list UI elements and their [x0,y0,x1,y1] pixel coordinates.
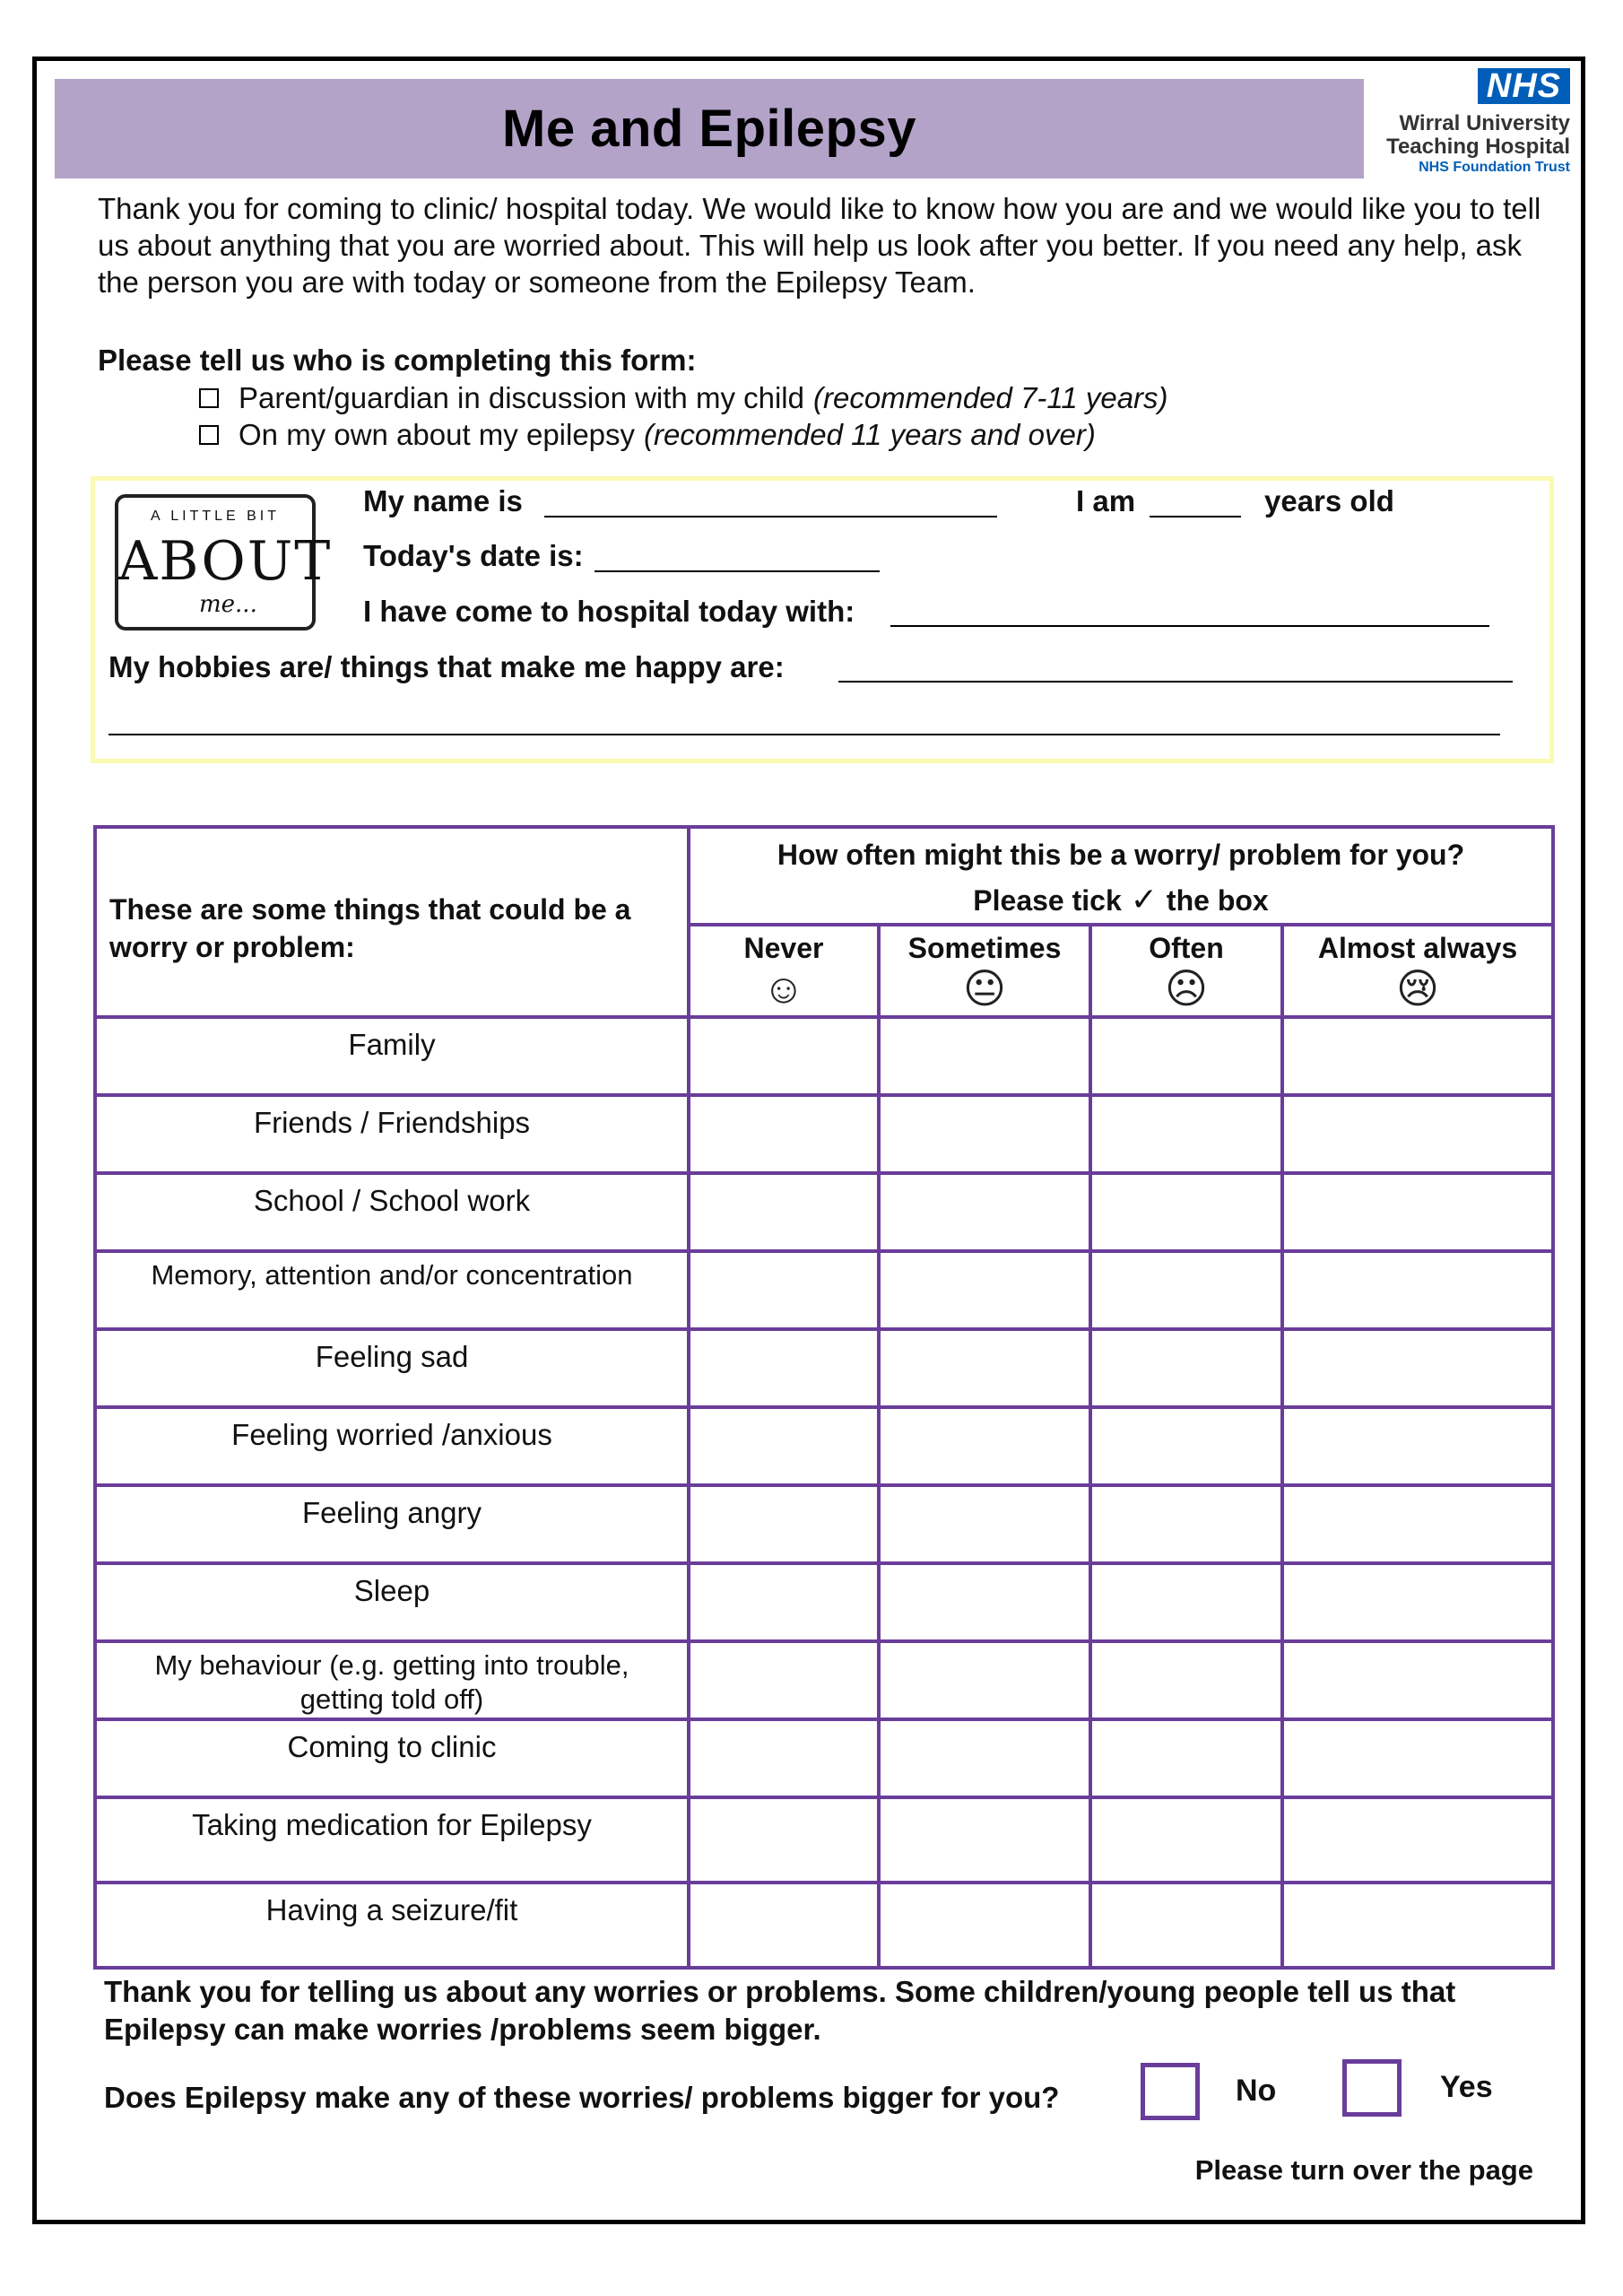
intro-text: Thank you for coming to clinic/ hospital today. We would like to know how you are and we would like you to tell us about anything that you are worried about. This will help us look after you better. If you need any help, ask the person you are with today or someone from the Epilepsy Team. [98,192,1541,299]
who-option-note: (recommended 11 years and over) [644,418,1096,451]
tick-cell-sometimes[interactable] [879,1797,1090,1883]
table-row [95,1251,1553,1329]
tick-cell-often[interactable] [1090,1797,1282,1883]
tick-cell-never[interactable] [689,1173,879,1251]
table-row [95,1883,1553,1968]
logo-line-3: NHS Foundation Trust [1419,160,1570,175]
column-often [1090,925,1282,1017]
table-row [95,1485,1553,1563]
crying-face-icon: 😢 [1396,965,1439,1012]
name-field[interactable] [544,516,997,517]
tick-cell-often[interactable] [1090,1719,1282,1797]
tick-cell-almost-always[interactable] [1282,1719,1553,1797]
row-label: Feeling sad [95,1329,689,1407]
tick-cell-almost-always[interactable] [1282,1485,1553,1563]
tick-cell-often[interactable] [1090,1883,1282,1968]
came-with-label: I have come to hospital today with: [363,595,855,628]
badge-bottom-text: me... [199,591,257,618]
tick-cell-often[interactable] [1090,1173,1282,1251]
table-row [95,1719,1553,1797]
tick-cell-sometimes[interactable] [879,1883,1090,1968]
nhs-mark: NHS [1478,68,1570,104]
items-header: These are some things that could be a worry or problem: [95,827,689,1017]
column-label: Almost always [1317,932,1518,964]
tick-instruction [690,877,1551,923]
bigger-question: Does Epilepsy make any of these worries/ problems bigger for you? [104,2081,1060,2114]
who-option-note: (recommended 7-11 years) [812,381,1168,414]
tick-cell-sometimes[interactable] [879,1017,1090,1095]
tick-cell-often[interactable] [1090,1485,1282,1563]
age-suffix: years old [1264,484,1394,517]
tick-cell-never[interactable] [689,1797,879,1883]
tick-cell-sometimes[interactable] [879,1329,1090,1407]
tick-cell-sometimes[interactable] [879,1641,1090,1719]
tick-cell-never[interactable] [689,1485,879,1563]
who-heading: Please tell us who is completing this form: [98,344,697,377]
badge-main-text: ABOUT [118,530,333,593]
tick-cell-never[interactable] [689,1095,879,1173]
tick-cell-never[interactable] [689,1329,879,1407]
column-sometimes [879,925,1090,1017]
tick-cell-almost-always[interactable] [1282,1641,1553,1719]
who-option-label: On my own about my epilepsy [239,418,636,451]
tick-cell-never[interactable] [689,1563,879,1641]
tick-cell-often[interactable] [1090,1329,1282,1407]
who-option-parent[interactable] [199,381,1168,415]
tick-cell-sometimes[interactable] [879,1563,1090,1641]
tick-cell-never[interactable] [689,1017,879,1095]
table-row [95,1017,1553,1095]
came-with-field[interactable] [890,625,1489,627]
column-never [689,925,879,1017]
tick-cell-never[interactable] [689,1641,879,1719]
row-label: Family [95,1017,689,1095]
column-label: Often [1149,932,1224,964]
yes-label: Yes [1440,2070,1493,2104]
row-label: Friends / Friendships [95,1095,689,1173]
age-field[interactable] [1150,516,1241,517]
sad-face-icon: ☹ [1165,965,1208,1012]
table-row [95,1407,1553,1485]
row-label: My behaviour (e.g. getting into trouble, getting told off) [95,1641,689,1719]
tick-cell-often[interactable] [1090,1641,1282,1719]
hobbies-field[interactable] [838,681,1513,683]
turn-over-note: Please turn over the page [1194,2154,1533,2186]
no-checkbox[interactable] [1141,2063,1200,2120]
title-banner [55,79,1364,178]
column-label: Never [743,932,824,964]
worry-table [93,825,1555,1970]
tick-cell-never[interactable] [689,1251,879,1329]
row-label: School / School work [95,1173,689,1251]
tick-cell-often[interactable] [1090,1563,1282,1641]
tick-cell-never[interactable] [689,1719,879,1797]
column-almost-always [1282,925,1553,1017]
nhs-logo [1376,65,1574,175]
row-label: Having a seizure/fit [95,1883,689,1968]
table-row [95,1563,1553,1641]
column-label: Sometimes [907,932,1062,964]
neutral-face-icon: 😐 [963,965,1006,1012]
who-option-label: Parent/guardian in discussion with my child [239,381,804,414]
closing-text: Thank you for telling us about any worries or problems. Some children/young people tell us that Epilepsy can make worries /problems seem bigger. [104,1975,1456,2046]
tick-cell-sometimes[interactable] [879,1095,1090,1173]
table-row [95,1095,1553,1173]
tick-cell-sometimes[interactable] [879,1173,1090,1251]
about-me-badge [115,494,333,631]
tick-icon: ✓ [1130,881,1158,918]
age-label: I am [1076,484,1136,517]
tick-cell-often[interactable] [1090,1017,1282,1095]
tick-cell-almost-always[interactable] [1282,1173,1553,1251]
tick-cell-almost-always[interactable] [1282,1563,1553,1641]
tick-cell-often[interactable] [1090,1251,1282,1329]
badge-top-text: A LITTLE BIT [150,509,281,524]
table-row [95,1329,1553,1407]
tick-cell-sometimes[interactable] [879,1719,1090,1797]
tick-prefix: Please tick [973,884,1122,917]
row-label: Coming to clinic [95,1719,689,1797]
tick-cell-often[interactable] [1090,1407,1282,1485]
date-field[interactable] [595,570,880,572]
checkbox[interactable] [199,388,219,408]
tick-cell-never[interactable] [689,1883,879,1968]
tick-cell-almost-always[interactable] [1282,1251,1553,1329]
tick-cell-sometimes[interactable] [879,1251,1090,1329]
name-label: My name is [363,484,523,517]
hobbies-field-line-2[interactable] [108,734,1500,735]
page-title: Me and Epilepsy [502,100,916,158]
logo-line-2: Teaching Hospital [1386,135,1570,159]
tick-cell-sometimes[interactable] [879,1407,1090,1485]
who-option-self[interactable] [199,418,1096,452]
row-label: Feeling angry [95,1485,689,1563]
tick-suffix: the box [1166,884,1269,917]
table-row [95,1173,1553,1251]
frequency-question: How often might this be a worry/ problem for you? [777,839,1465,871]
row-label: Taking medication for Epilepsy [95,1797,689,1883]
date-label: Today's date is: [363,539,584,572]
no-label: No [1236,2074,1277,2108]
frequency-header [689,827,1553,925]
yes-checkbox[interactable] [1342,2059,1402,2117]
tick-cell-often[interactable] [1090,1095,1282,1173]
tick-cell-almost-always[interactable] [1282,1407,1553,1485]
table-row [95,1797,1553,1883]
logo-line-1: Wirral University [1399,111,1570,135]
checkbox[interactable] [199,425,219,445]
happy-face-icon: ☺ [762,965,805,1012]
tick-cell-almost-always[interactable] [1282,1017,1553,1095]
tick-cell-almost-always[interactable] [1282,1329,1553,1407]
table-row [95,1641,1553,1719]
tick-cell-never[interactable] [689,1407,879,1485]
row-label: Feeling worried /anxious [95,1407,689,1485]
tick-cell-almost-always[interactable] [1282,1095,1553,1173]
tick-cell-almost-always[interactable] [1282,1797,1553,1883]
hobbies-label: My hobbies are/ things that make me happy are: [108,650,785,683]
tick-cell-almost-always[interactable] [1282,1883,1553,1968]
tick-cell-sometimes[interactable] [879,1485,1090,1563]
row-label: Memory, attention and/or concentration [95,1251,689,1329]
row-label: Sleep [95,1563,689,1641]
